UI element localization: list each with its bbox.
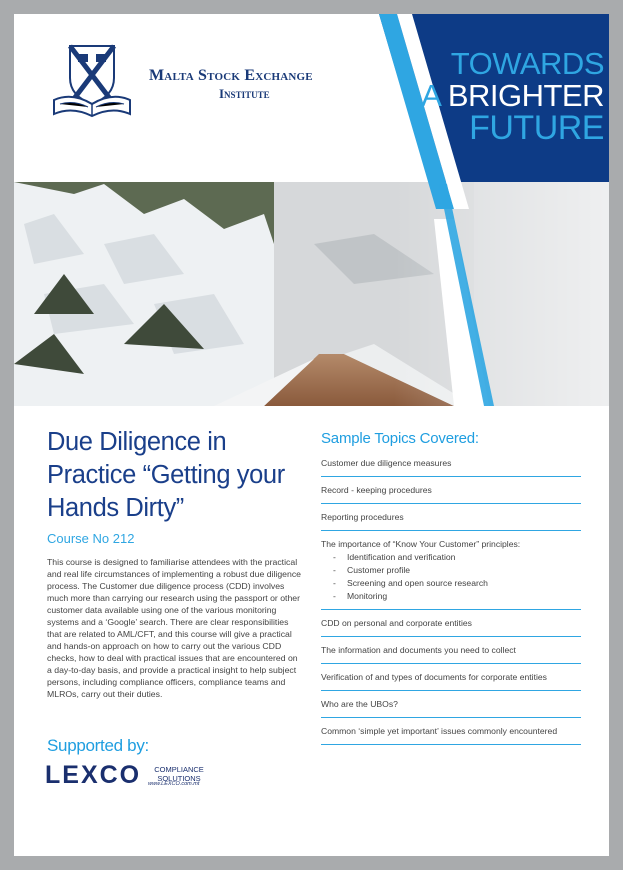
tagline-word-a: A <box>421 78 440 113</box>
topic-item <box>321 637 581 664</box>
lexco-subtitle: COMPLIANCE SOLUTIONS <box>154 765 204 783</box>
topic-item <box>321 531 581 610</box>
course-title: Due Diligence in Practice “Getting your Hands Dirty” <box>47 428 285 522</box>
topic-text: Customer due diligence measures <box>321 458 452 468</box>
course-number: Course No 212 <box>47 531 135 546</box>
msx-institute-wordmark: Institute <box>219 86 270 101</box>
topic-item <box>321 718 581 745</box>
topic-subitem: - Monitoring <box>333 590 581 603</box>
tagline-line-1: TOWARDS <box>450 46 604 81</box>
topic-subitem: - Screening and open source research <box>333 577 581 590</box>
supported-by-label: Supported by: <box>47 736 149 755</box>
topic-item <box>321 691 581 718</box>
course-description: This course is designed to familiarise attendees with the practical and real life circumstances of implementing a robust due diligence process. The Customer due diligence process (CDD) involves much more than carrying our research using the passport or other customer data available using one of the various monitoring systems and a ‘Google’ search. There are clear responsibilities that are related to AML/CFT, and this course will give a practical and hands-on approach on how to carry out the various CDD checks, how to deal with practical issues that are encountered on a day-to-day basis, and provide a practical insight to help subject persons, including compliance officers, compliance teams and MLROs, carry out their duties. <box>47 557 302 699</box>
topic-text: Reporting procedures <box>321 512 404 522</box>
topic-item <box>321 504 581 531</box>
tagline-line-2 <box>394 80 604 112</box>
msx-wordmark: Malta Stock Exchange <box>149 67 313 84</box>
topic-item <box>321 450 581 477</box>
topic-item <box>321 477 581 504</box>
lexco-url: www.LEXCO.com.mt <box>148 781 200 787</box>
msx-crest-logo <box>48 44 136 120</box>
topic-text: Verification of and types of documents for corporate entities <box>321 672 547 682</box>
topic-text: Common ‘simple yet important’ issues commonly encountered <box>321 726 558 736</box>
topic-text: Record - keeping procedures <box>321 485 432 495</box>
brochure-page <box>14 14 609 856</box>
topic-subitem: - Identification and verification <box>333 551 581 564</box>
winter-road-photo <box>14 182 609 406</box>
lexco-logo: LEXCO <box>45 761 142 789</box>
topic-text: The information and documents you need to collect <box>321 645 516 655</box>
topics-list <box>321 450 581 745</box>
tagline-word-brighter: BRIGHTER <box>447 78 604 113</box>
tagline <box>394 46 604 147</box>
topic-item <box>321 610 581 637</box>
topic-item <box>321 664 581 691</box>
topics-heading: Sample Topics Covered: <box>321 430 479 447</box>
topic-text: The importance of “Know Your Customer” principles: <box>321 539 521 549</box>
tagline-line-3: FUTURE <box>469 109 604 147</box>
topic-text: Who are the UBOs? <box>321 699 398 709</box>
topic-text: CDD on personal and corporate entities <box>321 618 472 628</box>
topic-subitem: - Customer profile <box>333 564 581 577</box>
topic-subitems <box>321 551 581 603</box>
